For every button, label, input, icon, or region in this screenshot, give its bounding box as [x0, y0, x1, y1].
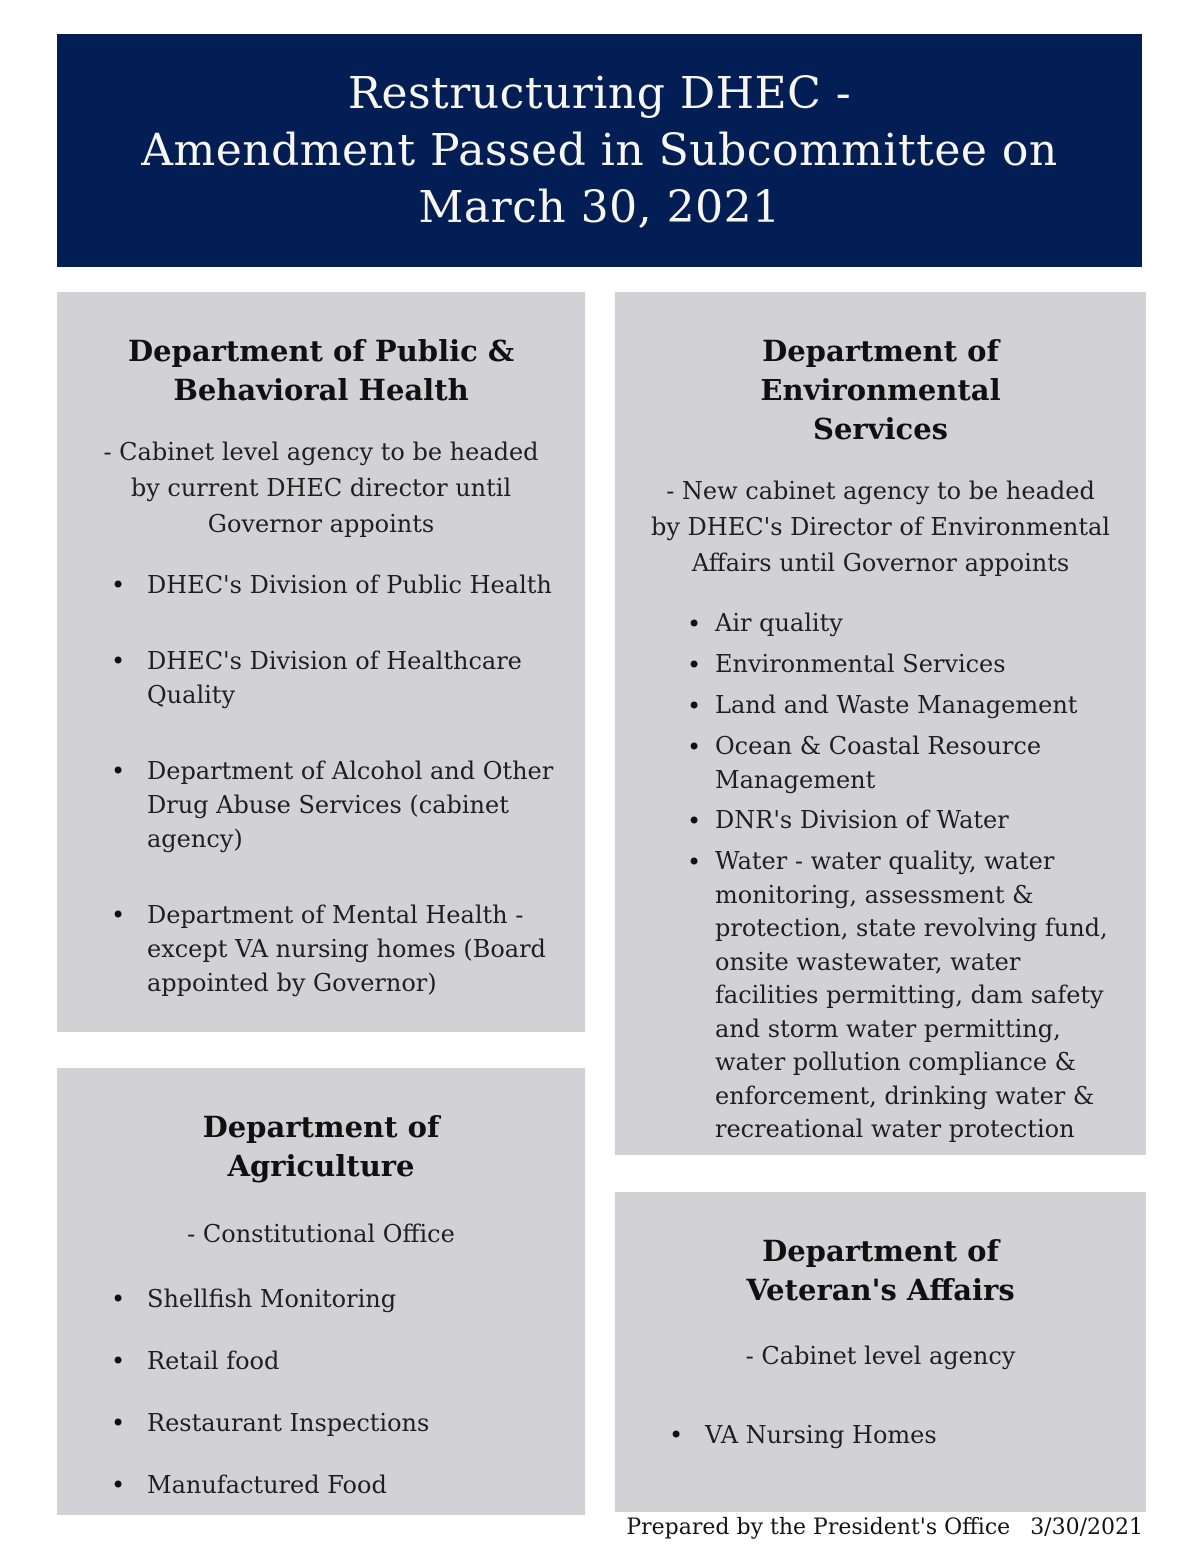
- header-title-line: March 30, 2021: [418, 182, 781, 233]
- bullet-icon: •: [687, 733, 702, 761]
- section-title-line: Department of Public &: [127, 334, 515, 368]
- section-title-line: Services: [813, 412, 948, 446]
- bullet-icon: •: [111, 901, 126, 929]
- bullet-icon: •: [111, 1347, 126, 1375]
- bullet-item: [111, 1282, 555, 1316]
- bullet-text: Retail food: [147, 1347, 280, 1375]
- section-environmental-services: [615, 292, 1146, 1155]
- bullet-text: DNR's Division of Water: [715, 806, 1009, 834]
- bullet-icon: •: [687, 848, 702, 876]
- bullet-item: [669, 1418, 1116, 1452]
- bullet-icon: •: [111, 1285, 126, 1313]
- bullet-item: [687, 845, 1116, 1147]
- section-intro: - Cabinet level agency to be headed by current DHEC director until Governor appoints: [103, 438, 539, 538]
- bullet-text: Department of Mental Health - except VA nursing homes (Board appointed by Governor): [147, 901, 546, 997]
- section-title-line: Department of: [762, 1234, 999, 1268]
- bullet-icon: •: [111, 571, 126, 599]
- bullet-icon: •: [687, 692, 702, 720]
- bullet-text: DHEC's Division of Public Health: [147, 571, 552, 599]
- bullet-icon: •: [111, 647, 126, 675]
- section-title: [645, 1232, 1116, 1310]
- bullet-item: [111, 568, 555, 602]
- bullet-icon: •: [669, 1421, 684, 1449]
- bullet-text: Environmental Services: [715, 650, 1006, 678]
- bullet-item: [111, 1344, 555, 1378]
- bullet-item: [687, 689, 1116, 723]
- bullet-icon: •: [111, 1409, 126, 1437]
- section-title-line: Department of Environmental: [760, 334, 1001, 407]
- bullet-item: [111, 898, 555, 1000]
- section-intro: - Constitutional Office: [187, 1220, 455, 1248]
- bullet-text: Air quality: [715, 609, 843, 637]
- footer-date: 3/30/2021: [1030, 1515, 1143, 1540]
- bullet-list: [87, 568, 555, 1000]
- bullet-list: [645, 607, 1116, 1147]
- bullet-item: [111, 754, 555, 856]
- bullet-item: [687, 730, 1116, 797]
- bullet-text: Department of Alcohol and Other Drug Abuse Services (cabinet agency): [147, 757, 554, 853]
- section-title-line: Department of: [202, 1110, 440, 1144]
- section-title: [87, 332, 555, 410]
- bullet-list: [87, 1282, 555, 1502]
- bullet-text: Water - water quality, water monitoring, assessment & protection, state revolving fund, onsite wastewater, water facilities permitting, dam safety and storm water permitting, water pollution compliance & enforcement, drinking water & recreational water protection: [715, 847, 1108, 1143]
- header-title-line: Amendment Passed in Subcommittee on: [141, 125, 1058, 176]
- bullet-icon: •: [111, 1471, 126, 1499]
- bullet-text: VA Nursing Homes: [705, 1421, 937, 1449]
- section-title-line: Behavioral Health: [173, 373, 469, 407]
- footer: [626, 1514, 1143, 1542]
- section-title-line: Veteran's Affairs: [746, 1273, 1015, 1307]
- section-title: [87, 1108, 555, 1186]
- bullet-item: [111, 1468, 555, 1502]
- section-title: [645, 332, 1116, 449]
- bullet-text: Restaurant Inspections: [147, 1409, 430, 1437]
- header-banner: [57, 34, 1142, 267]
- header-title-line: Restructuring DHEC -: [347, 68, 852, 119]
- bullet-text: Manufactured Food: [147, 1471, 387, 1499]
- bullet-item: [111, 644, 555, 712]
- section-veterans-affairs: [615, 1192, 1146, 1512]
- section-title-line: Agriculture: [227, 1149, 415, 1183]
- section-intro: - Cabinet level agency: [745, 1342, 1016, 1370]
- bullet-item: [687, 648, 1116, 682]
- bullet-icon: •: [687, 610, 702, 638]
- bullet-text: Land and Waste Management: [715, 691, 1078, 719]
- bullet-item: [687, 607, 1116, 641]
- bullet-icon: •: [111, 757, 126, 785]
- bullet-text: DHEC's Division of Healthcare Quality: [147, 647, 522, 709]
- bullet-list: [645, 1418, 1116, 1452]
- bullet-icon: •: [687, 807, 702, 835]
- section-agriculture: [57, 1068, 585, 1515]
- bullet-item: [111, 1406, 555, 1440]
- bullet-item: [687, 804, 1116, 838]
- bullet-icon: •: [687, 651, 702, 679]
- section-intro: - New cabinet agency to be headed by DHEC's Director of Environmental Affairs until Governor appoints: [651, 477, 1110, 577]
- bullet-text: Shellfish Monitoring: [147, 1285, 397, 1313]
- section-public-behavioral-health: [57, 292, 585, 1032]
- bullet-text: Ocean & Coastal Resource Management: [715, 732, 1042, 794]
- footer-prepared-by: Prepared by the President's Office: [626, 1515, 1011, 1540]
